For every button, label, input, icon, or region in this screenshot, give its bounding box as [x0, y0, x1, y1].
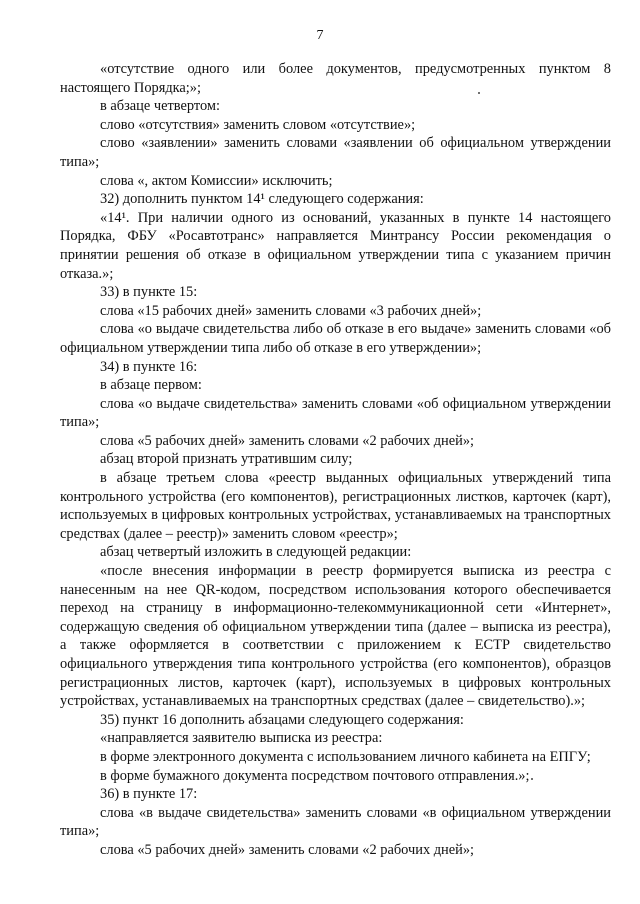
paragraph: слова «в выдаче свидетельства» заменить словами «в официальном утверждении типа»; [60, 804, 611, 840]
document-body [60, 60, 611, 860]
paragraph: абзац второй признать утратившим силу; [100, 451, 353, 468]
paragraph: слово «заявлении» заменить словами «заявлении об официальном утверждении типа»; [60, 135, 611, 170]
paragraph: 34) в пункте 16: [100, 358, 198, 375]
paragraph: в абзаце четвертом: [100, 98, 221, 115]
paragraph: слова «5 рабочих дней» заменить словами «2 рабочих дней»; [100, 841, 475, 858]
paragraph: 35) пункт 16 дополнить абзацами следующего содержания: [100, 711, 464, 728]
paragraph: в форме бумажного документа посредством почтового отправления.»; [100, 767, 530, 784]
paragraph: слова «, актом Комиссии» исключить; [100, 172, 333, 189]
page-number: 7 [316, 28, 324, 43]
paragraph: «после внесения информации в реестр формируется выписка из реестра с нанесенным на нее QR-кодом, посредством использования которого обеспечивается переход на страницу в информационно-телекоммуникационной сети «Интернет», содержащую сведения об официальном утверждении типа (далее – выписка из реестра), а также оформляется в соответствии с приложением к ЕСТР свидетельство официального утверждения типа контрольного устройства (его компонентов), образцов регистрационных листов, карточек (карт), используемых в цифровых контрольных устройствах, устанавливаемых на транспортных средствах (далее – свидетельство).»; [60, 563, 611, 710]
paragraph: слова «о выдаче свидетельства» заменить словами «об официальном утверждении типа»; [60, 395, 611, 431]
paragraph: «отсутствие одного или более документов, предусмотренных пунктом 8 настоящего Порядка;»; [60, 61, 611, 96]
paragraph: слова «о выдаче свидетельства либо об отказе в его выдаче» заменить словами «об официальном утверждении типа либо об отказе в его утверждении»; [60, 321, 611, 356]
paragraph: 33) в пункте 15: [100, 284, 198, 301]
paragraph: слово «отсутствия» заменить словом «отсутствие»; [100, 116, 416, 133]
paragraph: в форме электронного документа с использованием личного кабинета на ЕПГУ; [100, 748, 591, 765]
paragraph: «14¹. При наличии одного из оснований, указанных в пункте 14 настоящего Порядка, ФБУ «Росавтотранс» направляется Минтрансу России рекомендация о принятии решения об отказе в официальном утверждении типа с указанием причин отказа.»; [60, 209, 611, 282]
paragraph: слова «5 рабочих дней» заменить словами «2 рабочих дней»; [100, 432, 475, 449]
paragraph: абзац четвертый изложить в следующей редакции: [100, 544, 412, 561]
paragraph: 36) в пункте 17: [100, 786, 198, 803]
scan-speck [478, 92, 480, 94]
paragraph: в абзаце третьем слова «реестр выданных официальных утверждений типа контрольного устройства (его компонентов), регистрационных листков, карточек (карт), используемых в цифровых контрольных устройствах, устанавливаемых на транспортных средствах (далее – реестр)» заменить словом «реестр»; [60, 470, 611, 542]
scan-speck [531, 778, 533, 780]
paragraph: в абзаце первом: [100, 377, 202, 394]
paragraph: 32) дополнить пунктом 14¹ следующего содержания: [100, 191, 424, 208]
paragraph: слова «15 рабочих дней» заменить словами «3 рабочих дней»; [100, 302, 482, 319]
paragraph: «направляется заявителю выписка из реестра: [100, 730, 383, 747]
